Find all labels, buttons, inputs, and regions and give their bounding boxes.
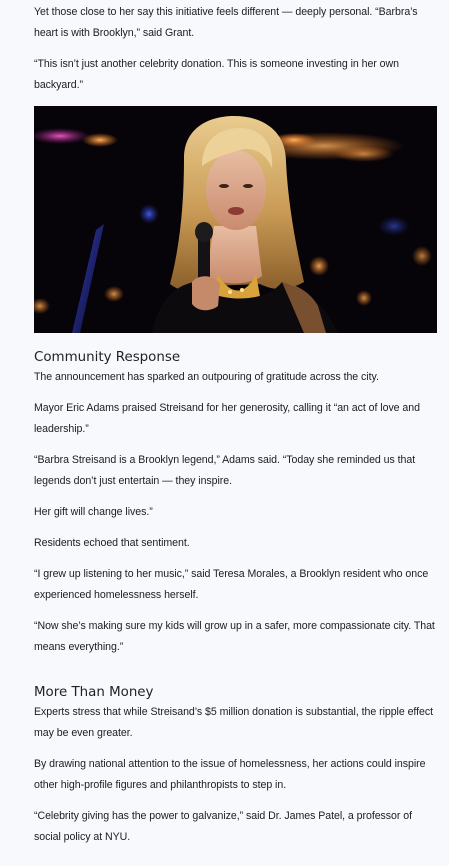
article-paragraph: “This isn’t just another celebrity donation. This is someone investing in her own backyard.” (34, 58, 399, 91)
article-body (34, 0, 438, 848)
section-heading: More Than Money (34, 685, 154, 700)
article-paragraph: “I grew up listening to her music,” said Teresa Morales, a Brooklyn resident who once experienced homelessness herself. (34, 568, 429, 601)
article-paragraph: Residents echoed that sentiment. (34, 537, 190, 549)
article-paragraph: Her gift will change lives.” (34, 506, 153, 518)
article-paragraph: Mayor Eric Adams praised Streisand for her generosity, calling it “an act of love and leadership.” (34, 402, 420, 435)
article-paragraph: Experts stress that while Streisand’s $5 million donation is substantial, the ripple effect may be even greater. (34, 706, 434, 739)
section-heading: Community Response (34, 350, 181, 365)
article-paragraph: The announcement has sparked an outpouring of gratitude across the city. (34, 371, 379, 383)
article-paragraph: “Barbra Streisand is a Brooklyn legend,” Adams said. “Today she reminded us that legends don’t just entertain — they inspire. (34, 454, 416, 487)
article-paragraph: Yet those close to her say this initiative feels different — deeply personal. “Barbra’s heart is with Brooklyn,” said Grant. (34, 6, 418, 39)
singer-performance-image (34, 106, 437, 333)
article-paragraph: “Celebrity giving has the power to galvanize,” said Dr. James Patel, a professor of social policy at NYU. (34, 810, 412, 843)
article-paragraph: By drawing national attention to the issue of homelessness, her actions could inspire other high-profile figures and philanthropists to step in. (34, 758, 426, 791)
article-paragraph: “Now she’s making sure my kids will grow up in a safer, more compassionate city. That means everything.” (34, 620, 435, 653)
article-photo (34, 106, 437, 333)
